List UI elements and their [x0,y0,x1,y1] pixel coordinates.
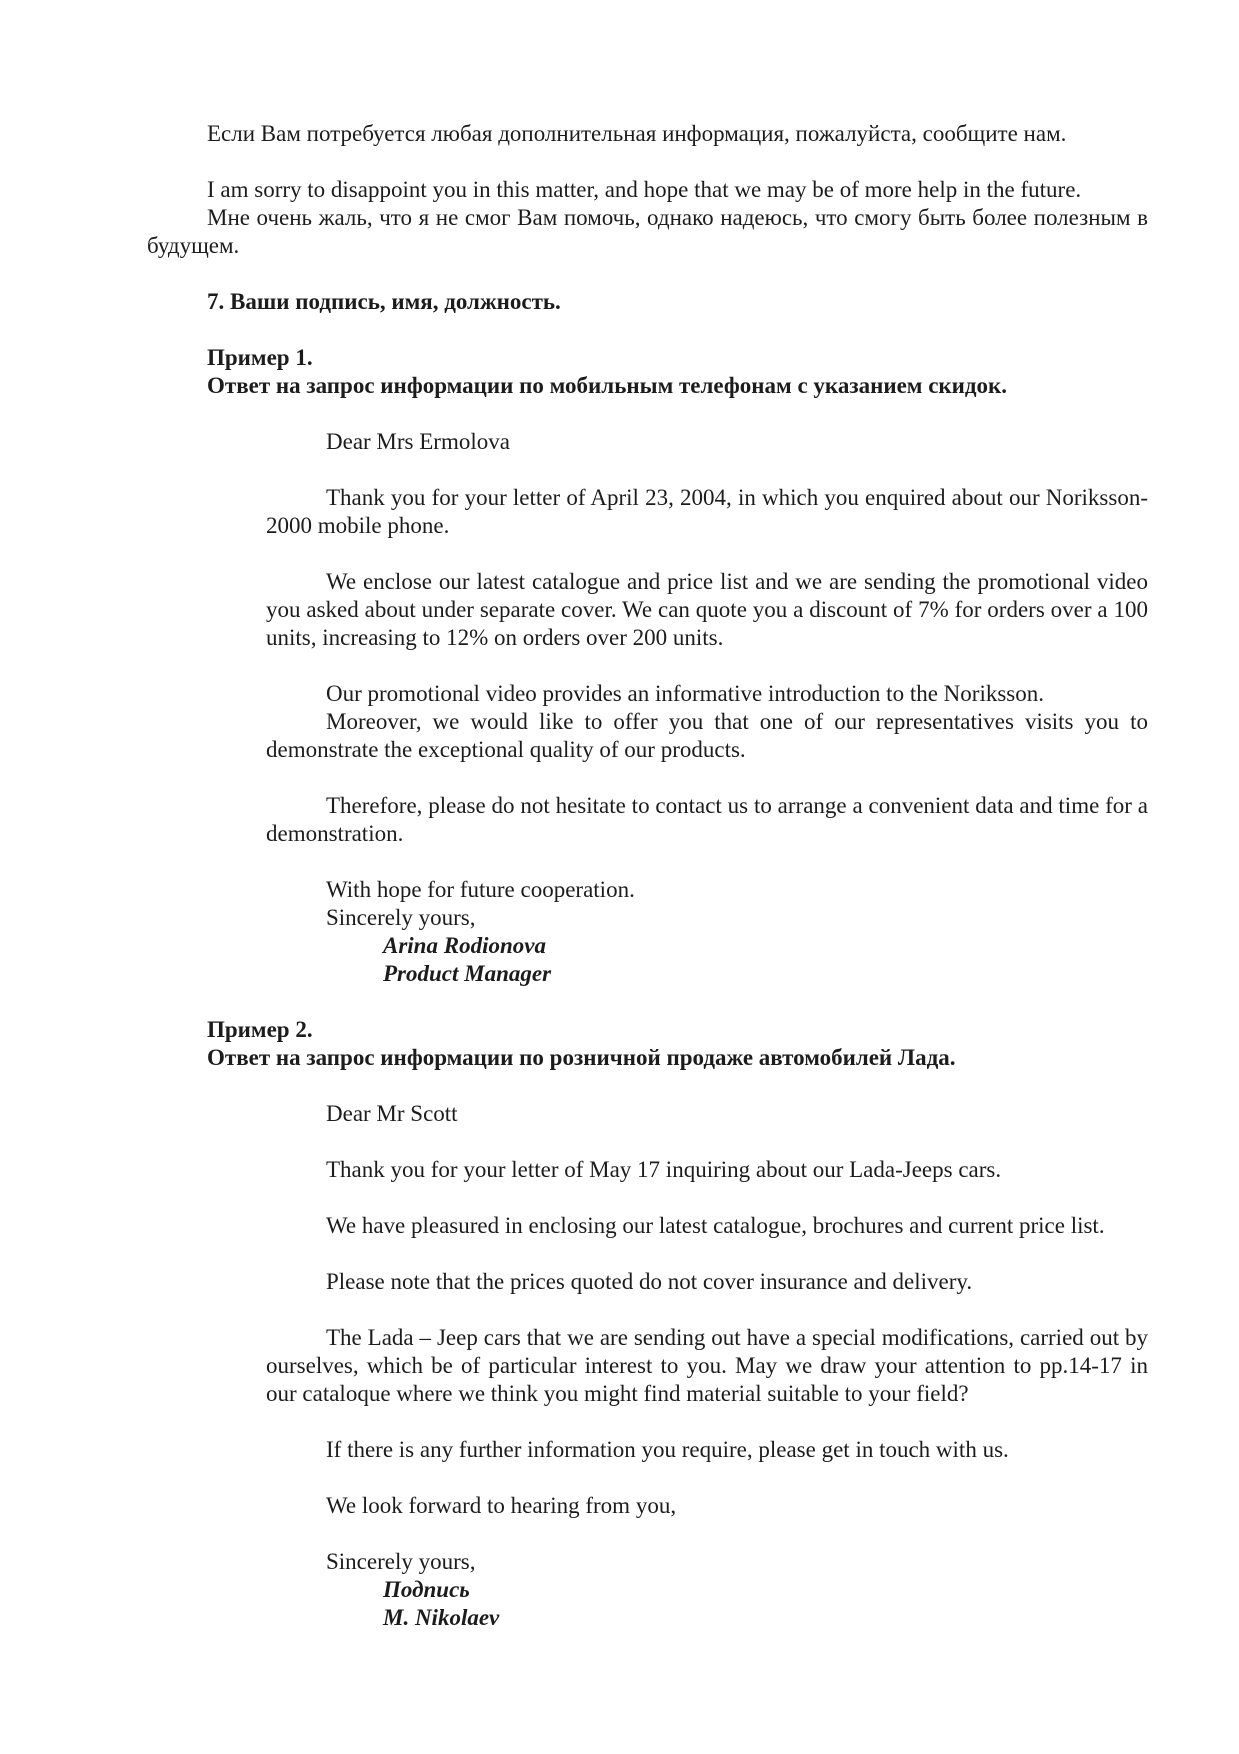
closing-line: Sincerely yours, [326,905,476,930]
intro-paragraph-ru-1: Если Вам потребуется любая дополнительная информация, пожалуйста, сообщите нам. [207,121,1067,146]
letter-paragraph: Therefore, please do not hesitate to contact us to arrange a convenient data and time for a demonstration. [266,793,1148,846]
section-heading: 7. Ваши подпись, имя, должность. [207,289,561,314]
letter-paragraph: If there is any further information you require, please get in touch with us. [326,1437,1009,1462]
example2-title: Ответ на запрос информации по розничной продаже автомобилей Лада. [207,1045,956,1070]
intro-paragraph-ru-2: Мне очень жаль, что я не смог Вам помочь, однако надеюсь, что смогу быть более полезным в будущем. [147,205,1148,258]
intro-paragraph-en: I am sorry to disappoint you in this matter, and hope that we may be of more help in the future. [207,177,1082,202]
letter-paragraph: The Lada – Jeep cars that we are sending out have a special modifications, carried out by ourselves, which be of particular interest to you. May we draw your attention to pp.14-17 in our cataloque where we think you might find material suitable to your field? [266,1325,1148,1406]
signature-name: Arina Rodionova [383,933,546,958]
letter-paragraph: Our promotional video provides an informative introduction to the Noriksson. [326,681,1044,706]
closing-line: Sincerely yours, [326,1549,476,1574]
letter-paragraph: Thank you for your letter of April 23, 2004, in which you enquired about our Noriksson-2000 mobile phone. [266,485,1148,538]
letter-paragraph: We look forward to hearing from you, [326,1493,677,1518]
letter-paragraph: Moreover, we would like to offer you that one of our representatives visits you to demonstrate the exceptional quality of our products. [266,709,1148,762]
signature-title: Product Manager [383,961,552,986]
example1-label: Пример 1. [207,345,313,370]
letter-paragraph: We have pleasured in enclosing our latest catalogue, brochures and current price list. [326,1213,1105,1238]
salutation: Dear Mr Scott [326,1101,458,1126]
signature-label: Подпись [383,1577,470,1602]
example2-label: Пример 2. [207,1017,313,1042]
example1-title: Ответ на запрос информации по мобильным телефонам с указанием скидок. [207,373,1008,398]
example1-letter [266,428,1148,988]
letter-paragraph: We enclose our latest catalogue and price list and we are sending the promotional video you asked about under separate cover. We can quote you a discount of 7% for orders over a 100 units, increasing to 12% on orders over 200 units. [266,569,1148,650]
salutation: Dear Mrs Ermolova [326,429,510,454]
example2-letter [266,1100,1148,1632]
signature-name: M. Nikolaev [383,1605,500,1630]
closing-line: With hope for future cooperation. [326,877,635,902]
letter-paragraph: Thank you for your letter of May 17 inquiring about our Lada-Jeeps cars. [326,1157,1002,1182]
letter-paragraph: Please note that the prices quoted do not cover insurance and delivery. [326,1269,973,1294]
